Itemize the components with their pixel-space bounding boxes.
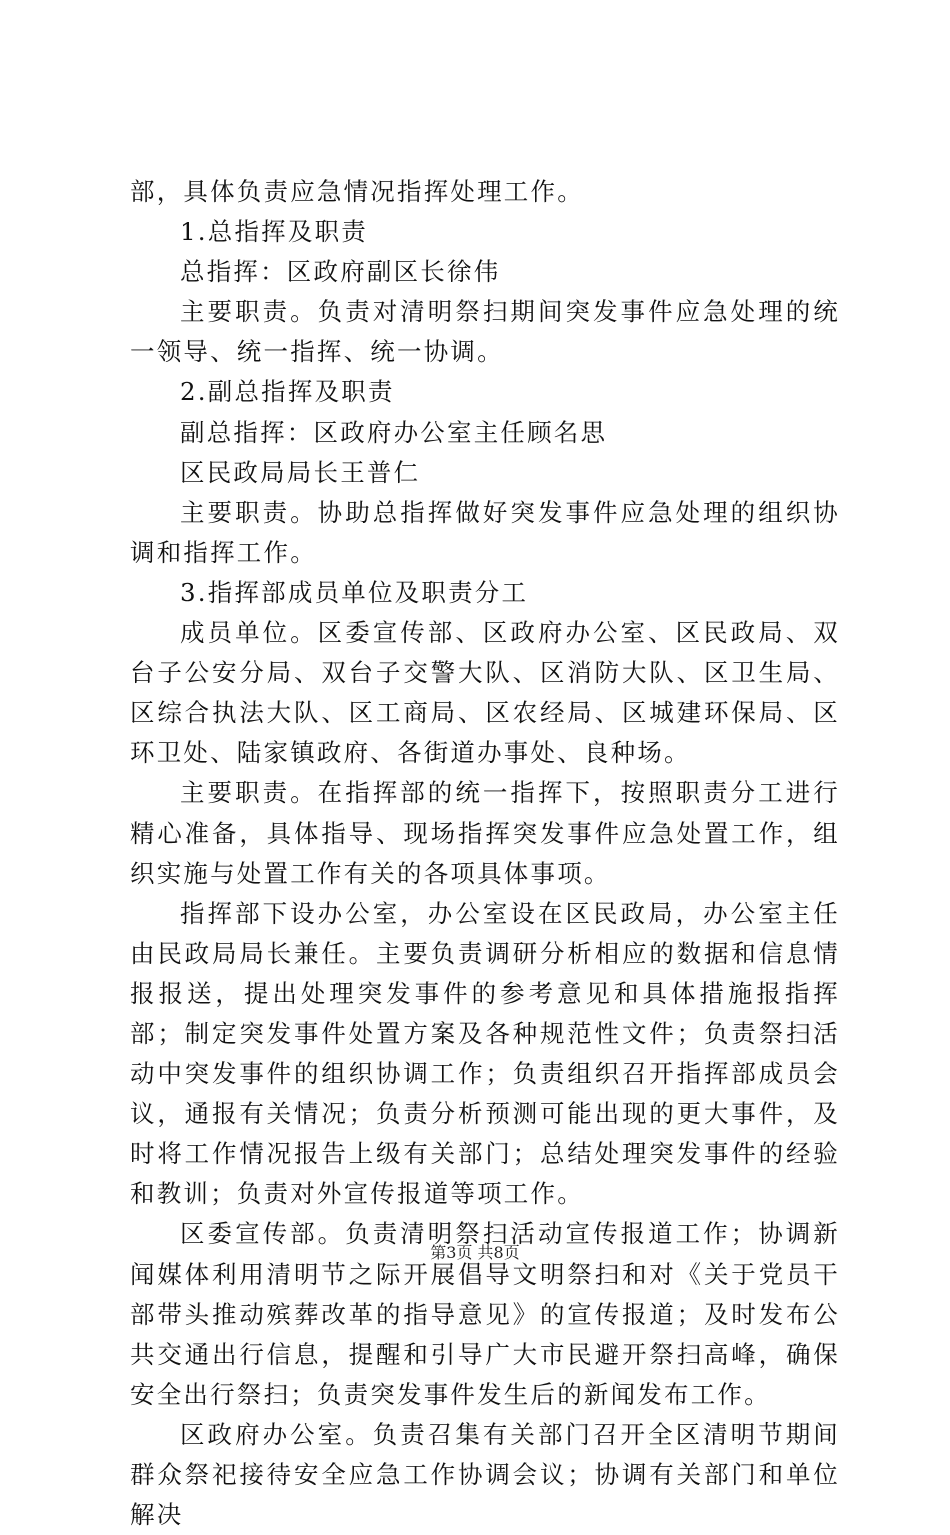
command-office-paragraph: 指挥部下设办公室，办公室设在区民政局，办公室主任由民政局局长兼任。主要负责调研分析相应的数据和信息情报报送，提出处理突发事件的参考意见和具体措施报指挥部；制定突发事件处置方案及各种规范性文件；负责祭扫活动中突发事件的组织协调工作；负责组织召开指挥部成员会议，通报有关情况；负责分析预测可能出现的更大事件，及时将工作情况报告上级有关部门；总结处理突发事件的经验和教训；负责对外宣传报道等项工作。	[130, 898, 840, 1209]
commander-duty-paragraph: 主要职责。负责对清明祭扫期间突发事件应急处理的统一领导、统一指挥、统一协调。	[130, 297, 840, 367]
gov-office-paragraph: 区政府办公室。负责召集有关部门召开全区清明节期间群众祭祀接待安全应急工作协调会议；协调有关部门和单位解决	[130, 1419, 840, 1530]
publicity-dept-paragraph: 区委宣传部。负责清明祭扫活动宣传报道工作；协调新闻媒体利用清明节之际开展倡导文明祭扫和对《关于党员干部带头推动殡葬改革的指导意见》的宣传报道；及时发布公共交通出行信息，提醒和引导广大市民避开祭扫高峰，确保安全出行祭扫；负责突发事件发生后的新闻发布工作。	[130, 1219, 840, 1409]
member-units-paragraph: 成员单位。区委宣传部、区政府办公室、区民政局、双台子公安分局、双台子交警大队、区消防大队、区卫生局、区综合执法大队、区工商局、区农经局、区城建环保局、区环卫处、陆家镇政府、各街道办事处、良种场。	[130, 618, 840, 768]
section-heading-1: 1.总指挥及职责	[180, 217, 368, 247]
paragraph-continuation: 部，具体负责应急情况指挥处理工作。	[130, 177, 584, 206]
commander-line: 总指挥：区政府副区长徐伟	[180, 257, 501, 287]
member-duty-paragraph: 主要职责。在指挥部的统一指挥下，按照职责分工进行精心准备，具体指导、现场指挥突发事件应急处置工作，组织实施与处置工作有关的各项具体事项。	[130, 778, 840, 888]
deputy-duty-paragraph: 主要职责。协助总指挥做好突发事件应急处理的组织协调和指挥工作。	[130, 497, 840, 567]
deputy-commander-line-2: 区民政局局长王普仁	[180, 457, 421, 487]
deputy-commander-line: 副总指挥：区政府办公室主任顾名思	[180, 417, 608, 447]
section-heading-2: 2.副总指挥及职责	[180, 377, 395, 407]
page-footer	[0, 1240, 950, 1263]
page-number: 第3页 共8页	[430, 1243, 520, 1262]
section-heading-3: 3.指挥部成员单位及职责分工	[180, 577, 529, 607]
document-body	[130, 172, 840, 1535]
